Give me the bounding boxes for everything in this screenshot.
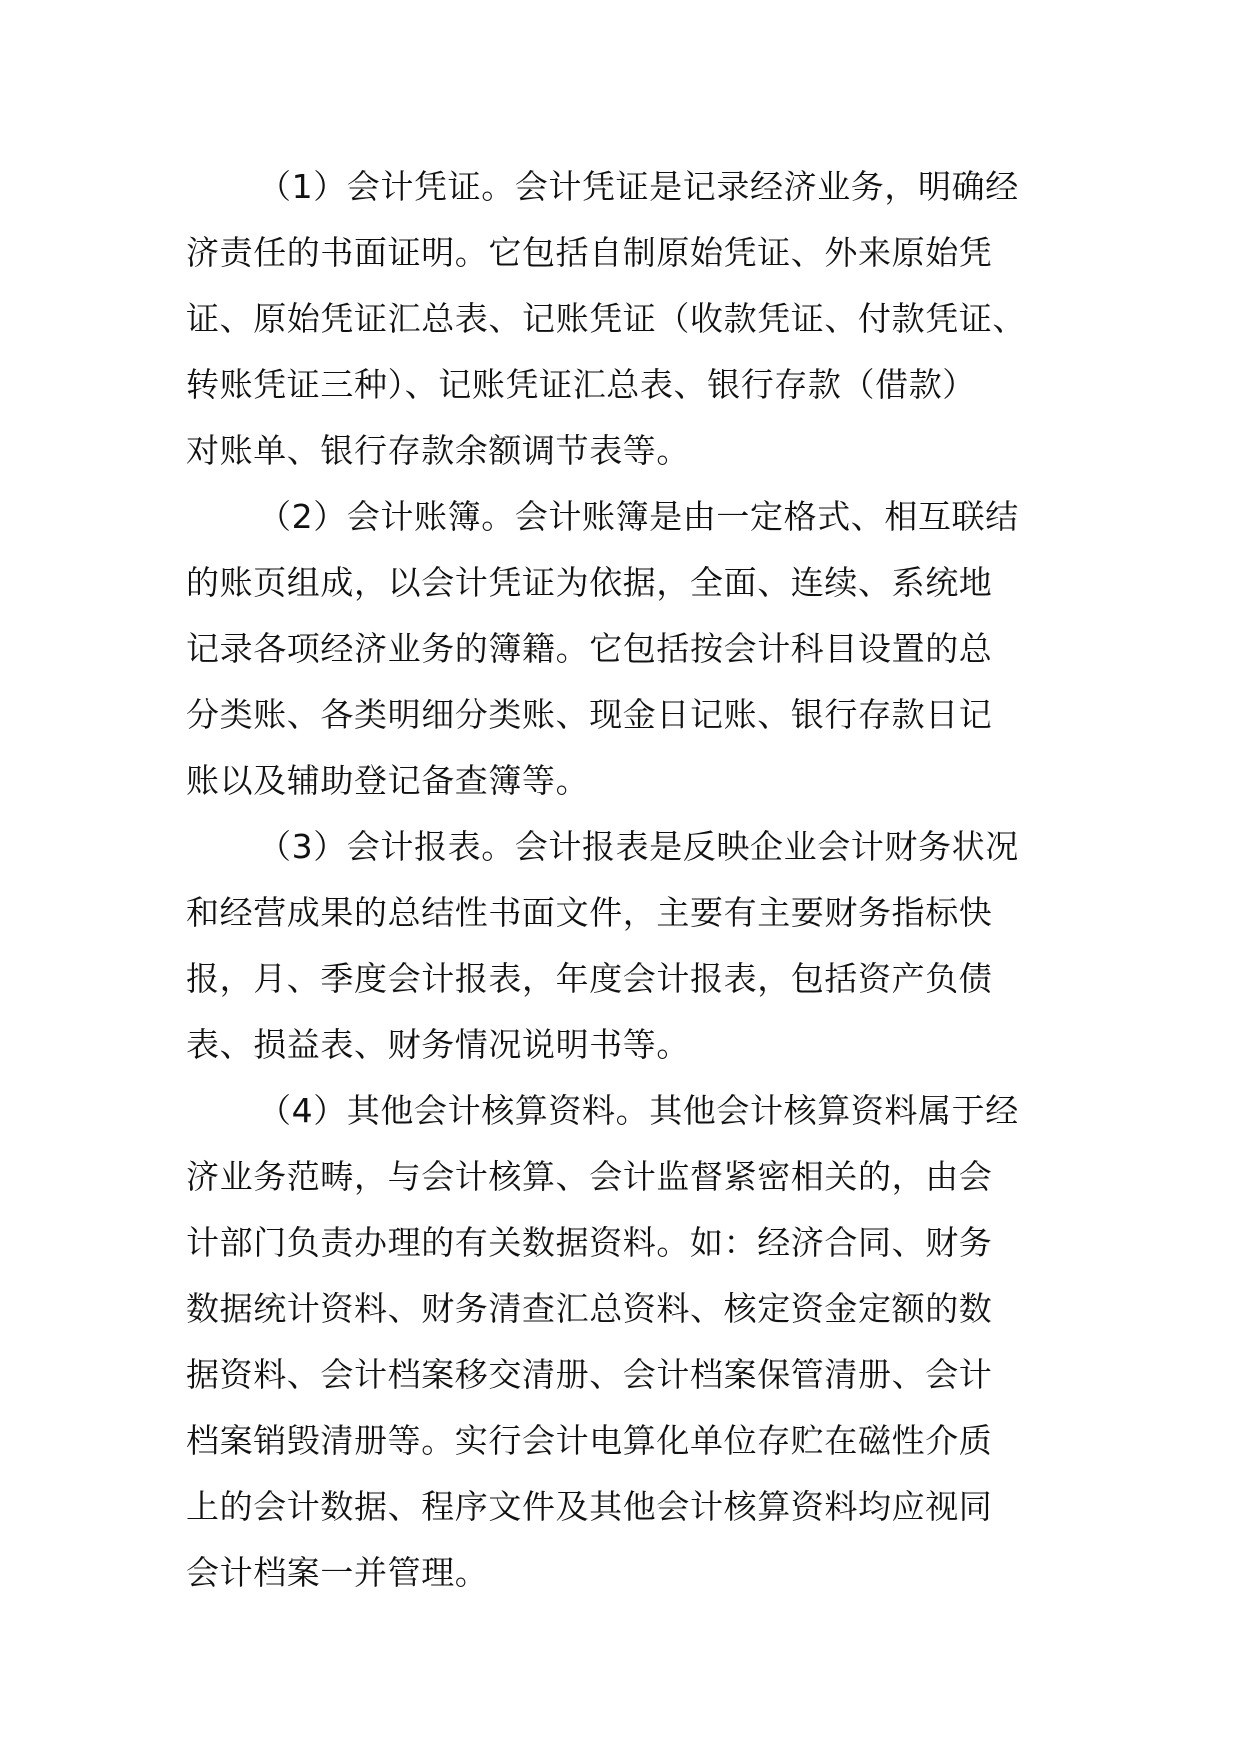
text-line: 转账凭证三种）、记账凭证汇总表、银行存款（借款）	[186, 365, 976, 404]
text-line: 的账页组成，以会计凭证为依据，全面、连续、系统地	[186, 563, 993, 602]
text-line: 分类账、各类明细分类账、现金日记账、银行存款日记	[186, 695, 993, 734]
paragraph-accounting-reports	[186, 814, 1066, 1078]
paragraph-accounting-vouchers	[186, 154, 1066, 484]
text-line: 表、损益表、财务情况说明书等。	[186, 1025, 690, 1064]
text-line: （3）会计报表。会计报表是反映企业会计财务状况	[258, 827, 1019, 866]
text-line: 证、原始凭证汇总表、记账凭证（收款凭证、付款凭证、	[186, 299, 1026, 338]
paragraph-other-materials	[186, 1078, 1066, 1606]
text-line: 上的会计数据、程序文件及其他会计核算资料均应视同	[186, 1487, 993, 1526]
text-line: （4）其他会计核算资料。其他会计核算资料属于经	[258, 1091, 1019, 1130]
text-line: 济责任的书面证明。它包括自制原始凭证、外来原始凭	[186, 233, 993, 272]
text-line: （1）会计凭证。会计凭证是记录经济业务，明确经	[258, 167, 1019, 206]
text-line: 济业务范畴，与会计核算、会计监督紧密相关的，由会	[186, 1157, 993, 1196]
text-line: 档案销毁清册等。实行会计电算化单位存贮在磁性介质	[186, 1421, 993, 1460]
paragraph-accounting-books	[186, 484, 1066, 814]
text-line: 记录各项经济业务的簿籍。它包括按会计科目设置的总	[186, 629, 993, 668]
text-line: 会计档案一并管理。	[186, 1553, 489, 1592]
text-line: 据资料、会计档案移交清册、会计档案保管清册、会计	[186, 1355, 993, 1394]
document-body	[186, 154, 1066, 1606]
text-line: （2）会计账簿。会计账簿是由一定格式、相互联结	[258, 497, 1019, 536]
text-line: 对账单、银行存款余额调节表等。	[186, 431, 690, 470]
text-line: 和经营成果的总结性书面文件，主要有主要财务指标快	[186, 893, 993, 932]
text-line: 账以及辅助登记备查簿等。	[186, 761, 590, 800]
text-line: 数据统计资料、财务清查汇总资料、核定资金定额的数	[186, 1289, 993, 1328]
text-line: 报，月、季度会计报表，年度会计报表，包括资产负债	[186, 959, 993, 998]
text-line: 计部门负责办理的有关数据资料。如：经济合同、财务	[186, 1223, 993, 1262]
